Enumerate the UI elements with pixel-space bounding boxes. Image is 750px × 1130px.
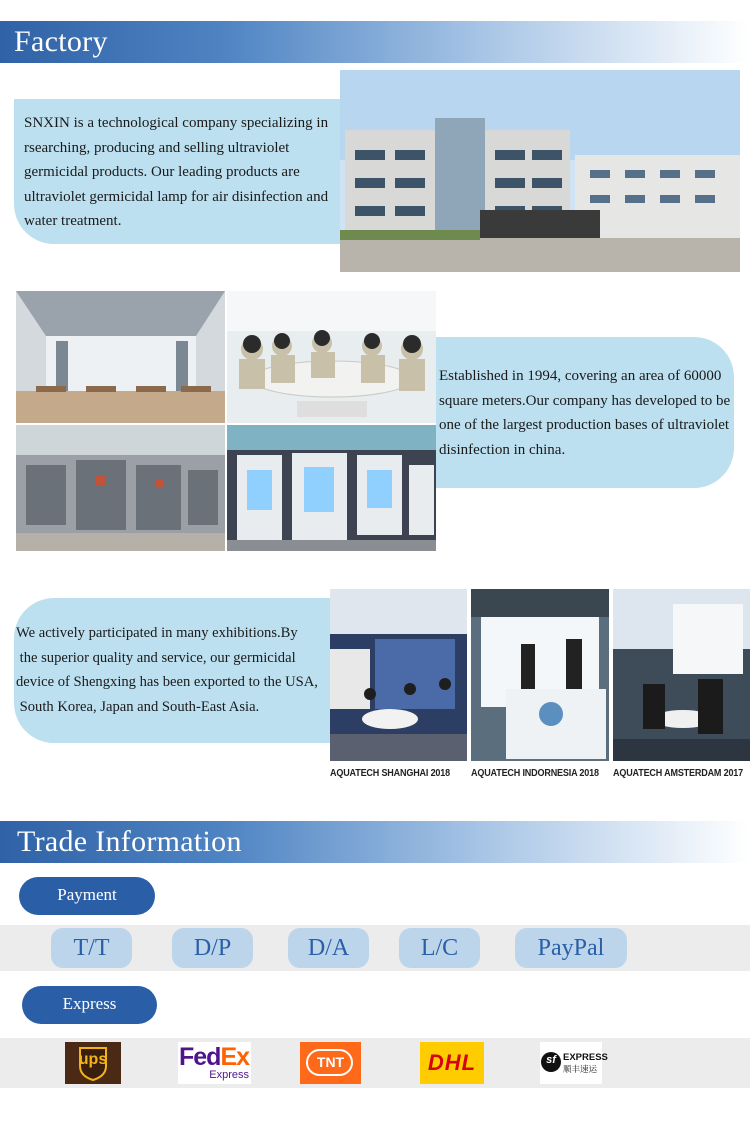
sf-logo-mark: sf: [546, 1054, 556, 1066]
payment-dp: D/P: [172, 928, 253, 968]
factory-banner: [0, 21, 750, 63]
established-text: Established in 1994, covering an area of 60000 square meters.Our company has developed to be one of the largest production bases of ultraviolet disinfection in china.: [439, 368, 731, 458]
ups-logo: [65, 1042, 121, 1084]
express-label: Express: [22, 986, 157, 1024]
exhibition-line: South Korea, Japan and South-East Asia.: [16, 698, 260, 715]
dhl-logo-text: DHL: [427, 1050, 477, 1075]
dhl-logo: [420, 1042, 484, 1084]
tnt-logo: [300, 1042, 361, 1084]
payment-lc: L/C: [399, 928, 480, 968]
fedex-logo: [178, 1042, 251, 1084]
established-text-box: [436, 337, 734, 488]
exhibition-line: the superior quality and service, our germicidal: [16, 649, 296, 666]
factory-building-photo: [340, 70, 740, 272]
caption-amsterdam: AQUATECH AMSTERDAM 2017: [613, 767, 744, 779]
trade-banner: [0, 821, 750, 863]
payment-paypal: PayPal: [515, 928, 627, 968]
fedex-logo-fed: Fed: [179, 1043, 221, 1071]
exhibition-photo-amsterdam: [613, 589, 750, 761]
sf-express-logo: [540, 1042, 608, 1084]
trade-title: Trade Information: [17, 825, 242, 858]
workshop-photo: [16, 291, 225, 423]
payment-label: Payment: [19, 877, 155, 915]
tnt-logo-text: TNT: [316, 1054, 345, 1070]
fedex-logo-sub: Express: [209, 1069, 249, 1081]
caption-shanghai: AQUATECH SHANGHAI 2018: [330, 767, 450, 779]
exhibition-photo-indonesia: [471, 589, 609, 761]
exhibition-line: device of Shengxing has been exported to the USA,: [16, 674, 318, 690]
meeting-photo: [227, 291, 436, 423]
payment-da: D/A: [288, 928, 369, 968]
uv-cabinet-photo: [227, 425, 436, 551]
fedex-logo-ex: Ex: [220, 1043, 250, 1071]
payment-tt: T/T: [51, 928, 132, 968]
caption-indonesia: AQUATECH INDORNESIA 2018: [471, 767, 599, 779]
machine-photo: [16, 425, 225, 551]
sf-logo-text: EXPRESS: [563, 1052, 608, 1063]
factory-title: Factory: [14, 25, 108, 58]
exhibition-photo-shanghai: [330, 589, 467, 761]
exhibition-line: We actively participated in many exhibitions.By: [16, 625, 298, 641]
sf-logo-cn: 顺丰速运: [563, 1065, 598, 1075]
ups-logo-text: ups: [78, 1051, 108, 1068]
exhibition-text-box: [14, 598, 330, 743]
intro-text: SNXIN is a technological company specializing in rsearching, producing and selling ultraviolet germicidal products. Our leading products are ultraviolet germicidal lamp for air disinfection and water treatment.: [24, 115, 329, 229]
intro-text-box: [14, 99, 340, 244]
